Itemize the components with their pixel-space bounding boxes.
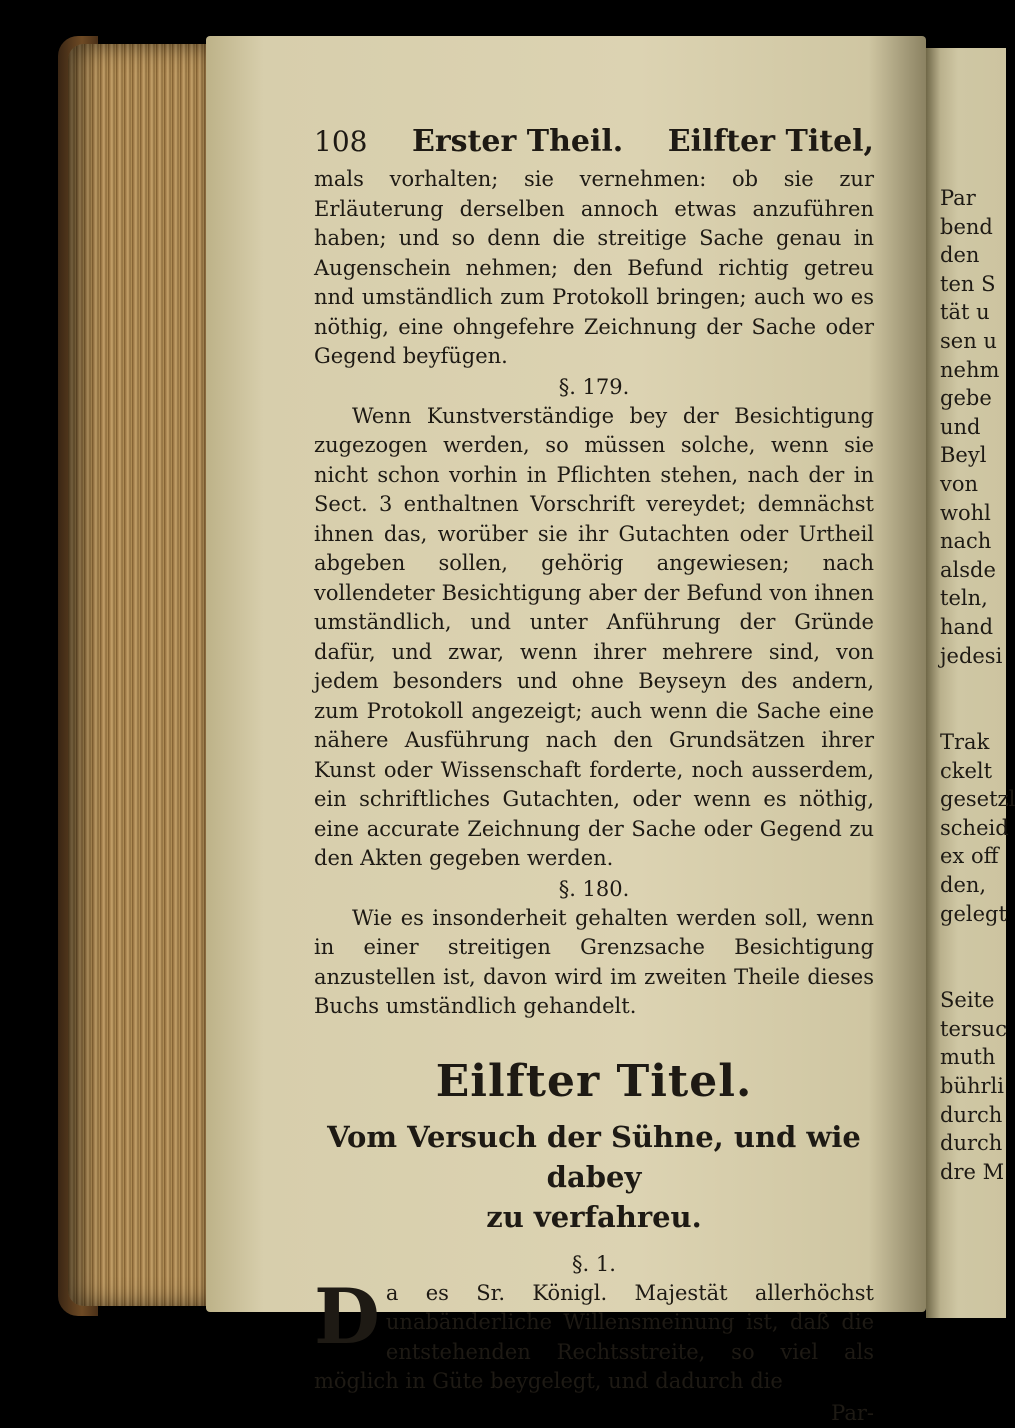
right-fragment: ex off (940, 844, 999, 869)
right-fragment: alsde (940, 557, 996, 582)
drop-cap: D (314, 1271, 380, 1361)
right-page-text-fragments (940, 184, 1015, 1186)
chapter-title: Eilfter Titel. (435, 1055, 753, 1107)
right-fragment: Seite (940, 988, 995, 1013)
running-head-left: Erster Theil. (411, 124, 624, 159)
page-text-block (314, 124, 874, 1428)
section-heading-180: §. 180. (558, 876, 630, 901)
right-fragment: scheid (940, 815, 1009, 840)
paragraph-180: Wie es insonderheit gehalten werden soll, wenn in einer streitigen Grenzsache Besichtigung anzustellen ist, davon wird im zweiten Theile dieses Buchs umständlich gehandelt. (314, 905, 874, 1018)
right-fragment: von (940, 471, 979, 496)
right-fragment: ckelt (940, 758, 993, 783)
running-head-right: Eilfter Titel, (667, 124, 874, 159)
right-fragment: teln, (940, 586, 988, 611)
right-fragment: bend (940, 214, 993, 239)
right-fragment: nehm (940, 357, 1000, 382)
right-fragment: jedesi (940, 643, 1003, 668)
running-head (314, 124, 874, 159)
paragraph-section-1 (314, 1271, 874, 1397)
chapter-subtitle (314, 1117, 874, 1237)
paragraph-179: Wenn Kunstverständige bey der Besichtigung zugezogen werden, so müssen solche, wenn sie nicht schon vorhin in Pflichten stehen, nach der in Sect. 3 enthaltnen Vorschrift vereydet; demnächst ihnen das, worüber sie ihr Gutachten oder Urtheil abgeben sollen, gehörig angewiesen; nach vollendeter Besichtigung aber der Befund von ihnen umständlich, und unter Anführung der Gründe dafür, und zwar, wenn ihrer mehrere sind, von jedem besonders und ohne Beyseyn des andern, zum Protokoll angezeigt; auch wenn die Sache eine nähere Ausführung nach den Grundsätzen ihrer Kunst oder Wissenschaft forderte, noch ausserdem, ein schriftliches Gutachten, oder wenn es nöthig, eine accurate Zeichnung der Sache oder Gegend zu den Akten gegeben werden. (314, 403, 874, 870)
section-heading-1: §. 1. (572, 1251, 616, 1276)
chapter-subtitle-line-1: Vom Versuch der Sühne, und wie dabey (327, 1119, 861, 1194)
right-fragment: dre M (940, 1159, 1005, 1184)
right-fragment: gebe (940, 386, 992, 411)
right-fragment: muth (940, 1045, 996, 1070)
right-fragment: und (940, 414, 981, 439)
paragraph-continued: mals vorhalten; sie vernehmen: ob sie zur Erläuterung derselben annoch etwas anzuführen haben; und so denn die streitige Sache genau in Augenschein nehmen; den Befund richtig getreu nnd umständlich zum Protokoll bringen; auch wo es nöthig, eine ohngefehre Zeichnung der Sache oder Gegend beyfügen. (314, 167, 874, 368)
right-fragment: ten S (940, 271, 996, 296)
right-fragment: hand (940, 614, 994, 639)
left-page (206, 36, 926, 1425)
right-fragment: tät u (940, 300, 990, 325)
right-fragment: den, (940, 873, 987, 898)
right-fragment: durch (940, 1102, 1003, 1127)
paragraph-section-1-text: a es Sr. Königl. Majestät allerhöchst unabänderliche Willensmeinung ist, daß die entstehenden Rechtsstreite, so viel als möglich in Güte beygelegt, und dadurch die (314, 1280, 874, 1393)
section-heading-179: §. 179. (558, 374, 630, 399)
right-fragment: nach (940, 529, 992, 554)
right-page-edge (926, 48, 1015, 1318)
right-fragment: sen u (940, 328, 997, 353)
page-number: 108 (314, 125, 368, 158)
right-fragment: bührli (940, 1074, 1004, 1099)
right-fragment: durch (940, 1131, 1003, 1156)
right-fragment: wohl (940, 500, 991, 525)
right-fragment: gelegt (940, 901, 1007, 926)
right-fragment: Trak (940, 730, 990, 755)
right-fragment: tersuc (940, 1016, 1007, 1041)
right-fragment: gesetzl (940, 787, 1015, 812)
right-fragment: Par (940, 186, 976, 210)
right-fragment: den (940, 243, 980, 268)
catchword: Par- (831, 1400, 874, 1425)
right-fragment: Beyl (940, 443, 987, 468)
chapter-subtitle-line-2: zu verfahreu. (486, 1199, 702, 1234)
